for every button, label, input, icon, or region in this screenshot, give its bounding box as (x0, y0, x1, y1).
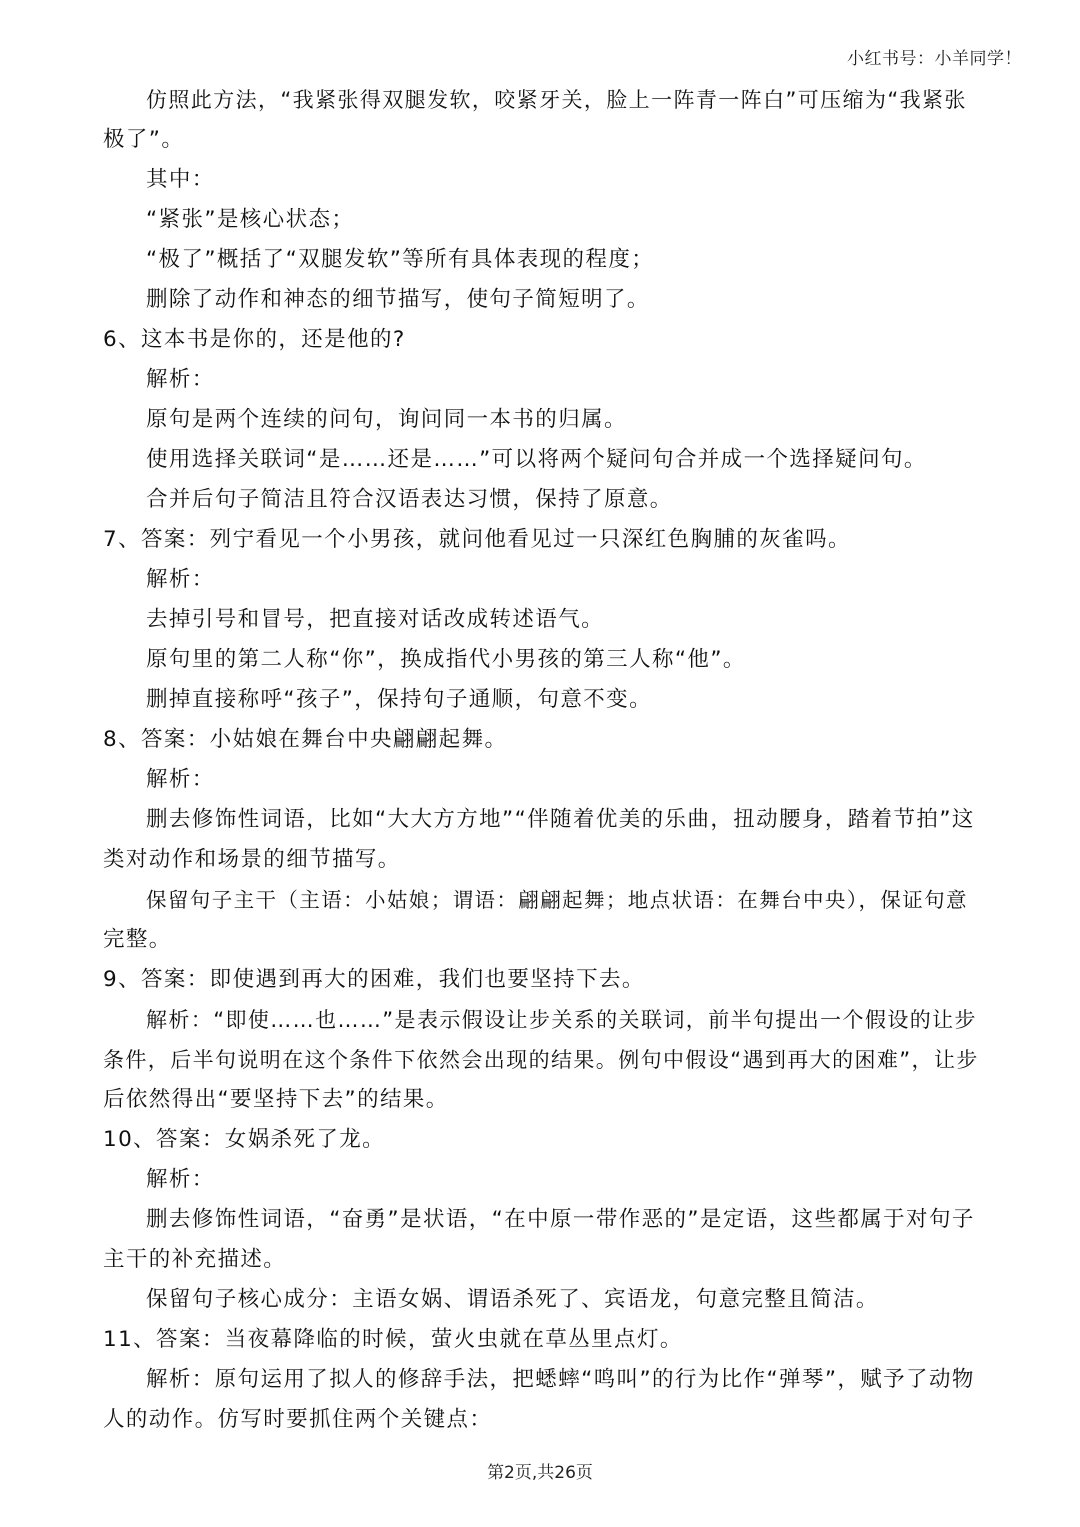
text-line: 保留句子核心成分：主语女娲、谓语杀死了、宾语龙，句意完整且简洁。 (146, 1287, 879, 1312)
text-line: 删去修饰性词语，比如“大大方方地”“伴随着优美的乐曲，扭动腰身，踏着节拍”这 (146, 807, 975, 832)
text-line: 8、答案：小姑娘在舞台中央翩翩起舞。 (103, 727, 508, 752)
text-line: 条件，后半句说明在这个条件下依然会出现的结果。例句中假设“遇到再大的困难”，让步 (103, 1048, 979, 1072)
text-line: 6、这本书是你的，还是他的? (103, 327, 406, 352)
text-line: 删掉直接称呼“孩子”，保持句子通顺，句意不变。 (146, 687, 652, 712)
text-line: 主干的补充描述。 (103, 1247, 287, 1272)
watermark-author: 小红书号：小羊同学！ (847, 49, 1022, 69)
text-line: 类对动作和场景的细节描写。 (103, 847, 401, 872)
text-line: “极了”概括了“双腿发软”等所有具体表现的程度； (146, 247, 655, 272)
text-line: 完整。 (103, 927, 172, 952)
text-line: 解析：原句运用了拟人的修辞手法，把蟋蟀“鸣叫”的行为比作“弹琴”，赋予了动物 (146, 1367, 975, 1392)
text-line: 极了”。 (103, 127, 185, 152)
text-line: 10、答案：女娲杀死了龙。 (103, 1127, 386, 1152)
text-line: 解析：“即使……也……”是表示假设让步关系的关联词，前半句提出一个假设的让步 (146, 1008, 977, 1032)
text-line: 后依然得出“要坚持下去”的结果。 (103, 1087, 449, 1112)
text-line: 去掉引号和冒号，把直接对话改成转述语气。 (146, 607, 605, 632)
text-line: 其中： (146, 167, 215, 192)
text-line: 原句是两个连续的问句，询问同一本书的归属。 (146, 407, 627, 432)
text-line: 解析： (146, 567, 215, 592)
text-line: 人的动作。仿写时要抓住两个关键点： (103, 1407, 493, 1432)
text-line: 原句里的第二人称“你”，换成指代小男孩的第三人称“他”。 (146, 647, 746, 672)
text-line: 解析： (146, 1167, 215, 1192)
text-line: 合并后句子简洁且符合汉语表达习惯，保持了原意。 (146, 487, 673, 512)
text-line: 解析： (146, 767, 215, 792)
text-line: 11、答案：当夜幕降临的时候，萤火虫就在草丛里点灯。 (103, 1327, 683, 1352)
text-line: 9、答案：即使遇到再大的困难，我们也要坚持下去。 (103, 967, 645, 992)
text-line: 仿照此方法，“我紧张得双腿发软，咬紧牙关，脸上一阵青一阵白”可压缩为“我紧张 (146, 88, 967, 112)
text-line: 删去修饰性词语，“奋勇”是状语，“在中原一带作恶的”是定语，这些都属于对句子 (146, 1207, 975, 1232)
text-line: 7、答案：列宁看见一个小男孩，就问他看见过一只深红色胸脯的灰雀吗。 (103, 527, 851, 552)
text-line: 解析： (146, 367, 215, 392)
text-line: 保留句子主干（主语：小姑娘；谓语：翩翩起舞；地点状语：在舞台中央），保证句意 (146, 888, 968, 912)
text-line: “紧张”是核心状态； (146, 207, 355, 232)
text-line: 使用选择关联词“是……还是……”可以将两个疑问句合并成一个选择疑问句。 (146, 447, 927, 472)
document-body (103, 80, 983, 1440)
page-number: 第2页,共26页 (487, 1463, 593, 1483)
text-line: 删除了动作和神态的细节描写，使句子简短明了。 (146, 287, 650, 312)
